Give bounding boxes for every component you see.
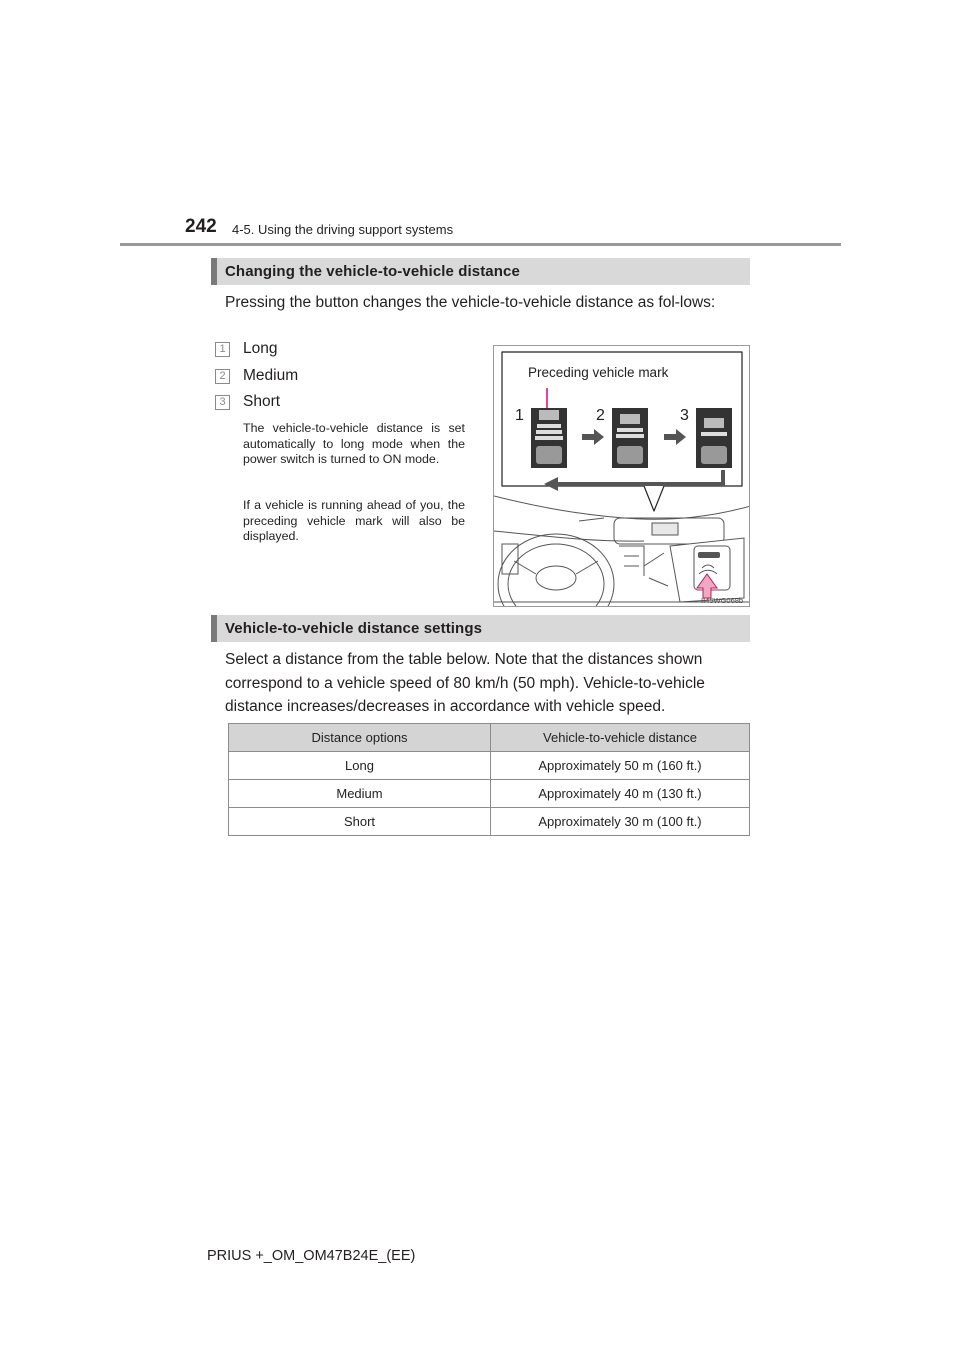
- table-cell: Approximately 30 m (100 ft.): [491, 808, 750, 836]
- option-number-1: 1: [215, 342, 230, 357]
- table-row: [229, 752, 750, 780]
- distance-illustration: [493, 345, 750, 607]
- intro-paragraph: Pressing the button changes the vehicle-to-vehicle distance as fol-lows:: [225, 294, 716, 311]
- figure-code: II45WG068b: [701, 596, 744, 605]
- document-id: PRIUS +_OM_OM47B24E_(EE): [207, 1248, 416, 1264]
- table-cell: Medium: [229, 780, 491, 808]
- table-row: [229, 808, 750, 836]
- step-number-1: 1: [515, 407, 524, 424]
- illustration-svg: [494, 346, 750, 607]
- page-number: 242: [185, 216, 217, 237]
- distance-button-closeup: [644, 538, 744, 602]
- display-panel-1: [531, 408, 567, 468]
- section-heading-text: Changing the vehicle-to-vehicle distance: [225, 263, 520, 280]
- table-header-cell: Distance options: [229, 724, 491, 752]
- table-row: [229, 780, 750, 808]
- option-label-long: Long: [243, 340, 278, 357]
- step-number-3: 3: [680, 407, 689, 424]
- callout-label: Preceding vehicle mark: [528, 365, 669, 380]
- note-preceding-vehicle-mark: If a vehicle is running ahead of you, the preceding vehicle mark will also be displayed.: [243, 498, 465, 543]
- section-heading-changing-distance: [211, 258, 750, 285]
- chapter-title: 4-5. Using the driving support systems: [232, 222, 454, 237]
- table-cell: Approximately 50 m (160 ft.): [491, 752, 750, 780]
- section-heading-text: Vehicle-to-vehicle distance settings: [225, 620, 483, 637]
- step-number-2: 2: [596, 407, 605, 424]
- distance-table: [228, 723, 750, 836]
- table-cell: Short: [229, 808, 491, 836]
- table-cell: Long: [229, 752, 491, 780]
- note-default-long-mode: The vehicle-to-vehicle distance is set automatically to long mode when the power switch is turned to ON mode.: [243, 421, 465, 466]
- display-panel-2: [612, 408, 648, 468]
- display-callout: [502, 352, 742, 511]
- table-cell: Approximately 40 m (130 ft.): [491, 780, 750, 808]
- display-panel-3: [696, 408, 732, 468]
- table-header-cell: Vehicle-to-vehicle distance: [491, 724, 750, 752]
- header-rule: [120, 243, 841, 246]
- settings-paragraph: Select a distance from the table below. Note that the distances shown correspond to a vehicle speed of 80 km/h (50 mph). Vehicle-to-vehicle distance increases/decreases in accordance with vehicle speed.: [225, 651, 705, 715]
- table-header-row: [229, 724, 750, 752]
- option-number-3: 3: [215, 395, 230, 410]
- option-label-medium: Medium: [243, 367, 299, 384]
- option-number-2: 2: [215, 369, 230, 384]
- section-heading-distance-settings: [211, 615, 750, 642]
- option-label-short: Short: [243, 393, 281, 410]
